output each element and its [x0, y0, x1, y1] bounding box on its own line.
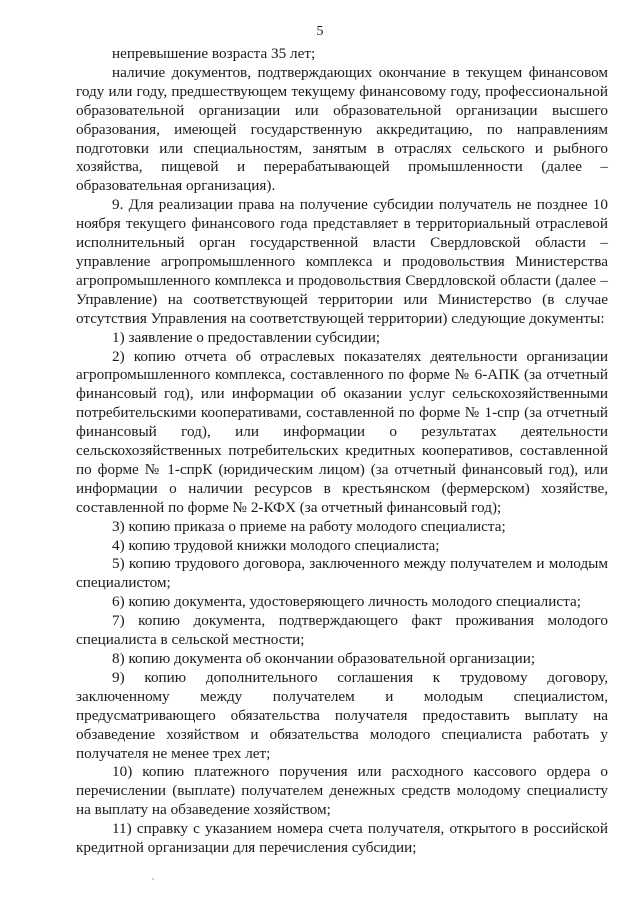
scan-speck [152, 878, 154, 880]
list-item-7: 7) копию документа, подтверждающего факт проживания молодого специалиста в сельской местности; [76, 612, 608, 649]
paragraph-education-documents: наличие документов, подтверждающих окончание в текущем финансовом году или году, предшествующем текущему финансовому году, профессиональной образовательной организации или образовательной организации высшего образования, имеющей государственную аккредитацию, по направлениям подготовки или специальностям, занятым в отраслях сельского и рыбного хозяйства, пищевой и перерабатывающей промышленности (далее – образовательная организация). [76, 63, 608, 195]
list-item-4: 4) копию трудовой книжки молодого специалиста; [112, 536, 440, 554]
document-body [76, 45, 608, 858]
page-number: 5 [316, 24, 324, 39]
list-item-10: 10) копию платежного поручения или расходного кассового ордера о перечислении (выплате) получателем денежных средств молодому специалисту на выплату на обзаведение хозяйством; [76, 763, 608, 819]
list-item-1: 1) заявление о предоставлении субсидии; [112, 328, 381, 346]
list-item-2: 2) копию отчета об отраслевых показателях деятельности организации агропромышленного комплекса, составленного по форме № 6-АПК (за отчетный финансовый год), или информации об оказании услуг сельскохозяйственными потребительскими кооперативами, составленной по форме № 1-спр (за отчетный финансовый год), или информации о результатах деятельности сельскохозяйственных потребительских кредитных кооперативов, составленной по форме № 1-спрК (юридическим лицом) (за отчетный финансовый год), или информации о наличии ресурсов в крестьянском (фермерском) хозяйстве, составленной по форме № 2-КФХ (за отчетный финансовый год); [76, 347, 608, 516]
list-item-8: 8) копию документа об окончании образовательной организации; [112, 650, 536, 667]
list-item-6: 6) копию документа, удостоверяющего личность молодого специалиста; [112, 593, 581, 611]
list-item-9: 9) копию дополнительного соглашения к трудовому договору, заключенному между получателем и молодым специалистом, предусматривающего обязательства получателя предоставить выплату на обзаведение хозяйством и обязательства молодого специалиста работать у получателя не менее трех лет; [76, 668, 608, 762]
list-item-5: 5) копию трудового договора, заключенного между получателем и молодым специалистом; [76, 555, 608, 592]
paragraph-age-limit: непревышение возраста 35 лет; [112, 45, 316, 62]
list-item-3: 3) копию приказа о приеме на работу молодого специалиста; [112, 517, 506, 535]
list-item-11: 11) справку с указанием номера счета получателя, открытого в российской кредитной организации для перечисления субсидии; [76, 820, 608, 857]
paragraph-clause-9: 9. Для реализации права на получение субсидии получатель не позднее 10 ноября текущего финансового года представляет в территориальный отраслевой исполнительный орган государственной власти Свердловской области – управление агропромышленного комплекса и продовольствия Министерства агропромышленного комплекса и продовольствия Свердловской области (далее – Управление) на соответствующей территории или Министерство (в случае отсутствия Управления на соответствующей территории) следующие документы: [76, 196, 608, 327]
